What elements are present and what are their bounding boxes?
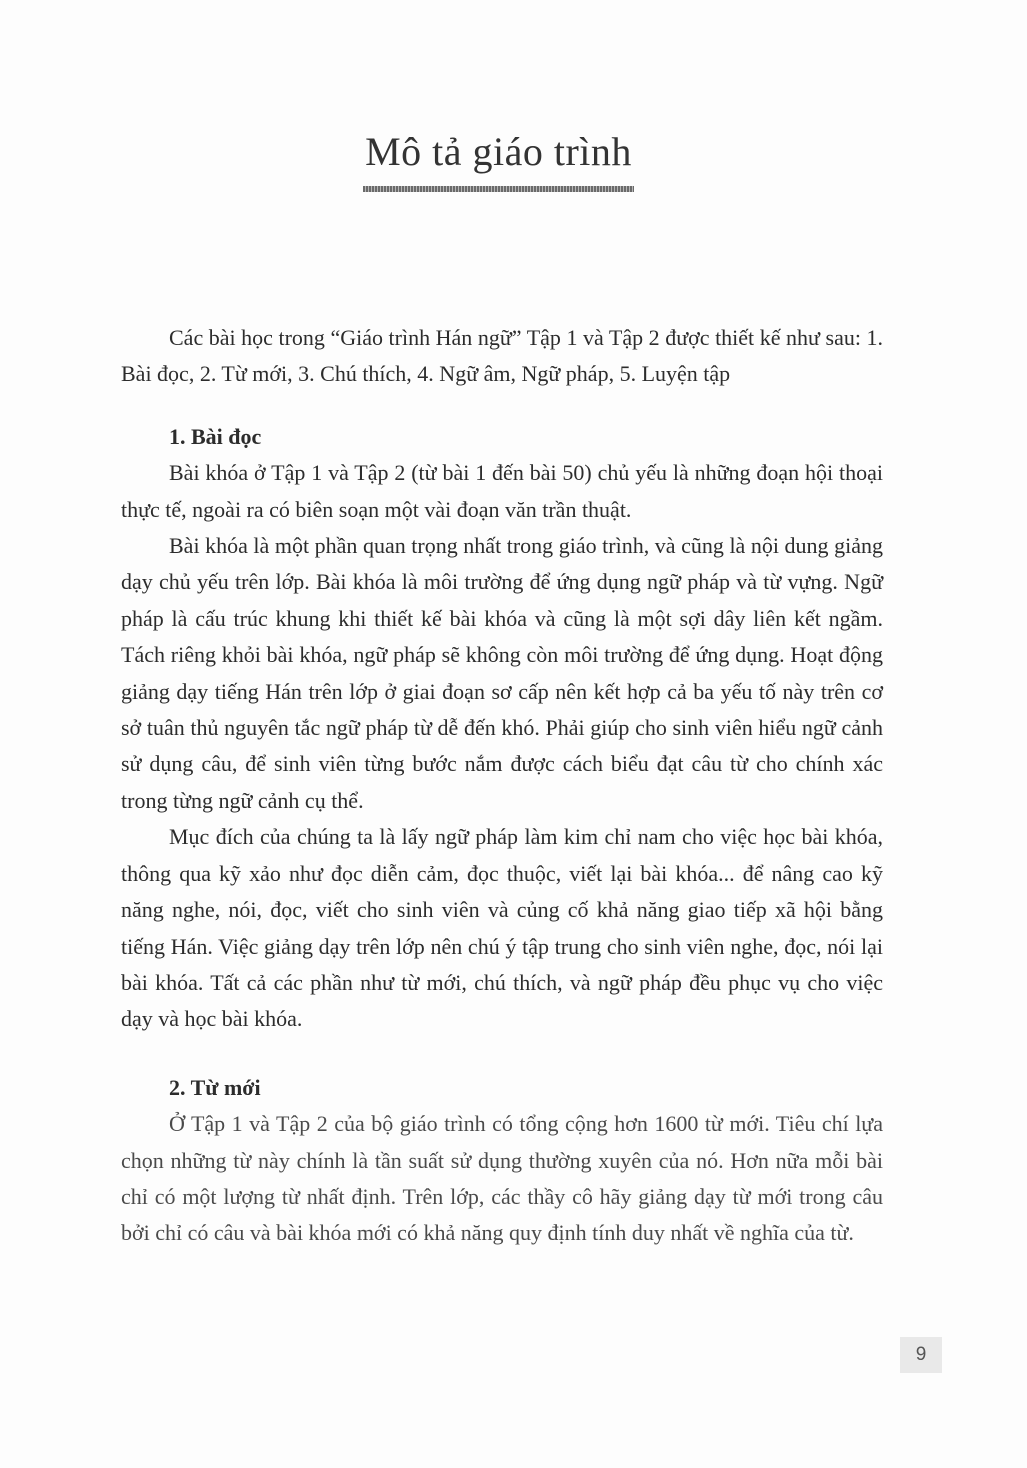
body-text [121, 320, 883, 1252]
page-title: Mô tả giáo trình [365, 129, 632, 174]
spacer [121, 393, 883, 419]
paragraph: Bài khóa ở Tập 1 và Tập 2 (từ bài 1 đến bài 50) chủ yếu là những đoạn hội thoại thực tế, ngoài ra có biên soạn một vài đoạn văn trần thuật. [121, 460, 883, 522]
paragraph: Ở Tập 1 và Tập 2 của bộ giáo trình có tổng cộng hơn 1600 từ mới. Tiêu chí lựa chọn những từ này chính là tần suất sử dụng thường xuyên của nó. Hơn nữa mỗi bài chỉ có một lượng từ nhất định. Trên lớp, các thầy cô hãy giảng dạy từ mới trong câu bởi chỉ có câu và bài khóa mới có khả năng quy định tính duy nhất về nghĩa của từ. [121, 1111, 883, 1246]
spacer [121, 1038, 883, 1070]
section-heading-tu-moi: 2. Từ mới [169, 1074, 261, 1100]
paragraph: Bài khóa là một phần quan trọng nhất trong giáo trình, và cũng là nội dung giảng dạy chủ yếu trên lớp. Bài khóa là môi trường để ứng dụng ngữ pháp và từ vựng. Ngữ pháp là cấu trúc khung khi thiết kế bài khóa và cũng là một sợi dây liên kết ngầm. Tách riêng khỏi bài khóa, ngữ pháp sẽ không còn môi trường để ứng dụng. Hoạt động giảng dạy tiếng Hán trên lớp ở giai đoạn sơ cấp nên kết hợp cả ba yếu tố này trên cơ sở tuân thủ nguyên tắc ngữ pháp từ dễ đến khó. Phải giúp cho sinh viên hiểu ngữ cảnh sử dụng câu, để sinh viên từng bước nắm được cách biểu đạt câu từ cho chính xác trong từng ngữ cảnh cụ thể. [121, 533, 883, 813]
page-number: 9 [900, 1337, 942, 1373]
paragraph: Mục đích của chúng ta là lấy ngữ pháp làm kim chỉ nam cho việc học bài khóa, thông qua kỹ xảo như đọc diễn cảm, đọc thuộc, viết lại bài khóa... để nâng cao kỹ năng nghe, nói, đọc, viết cho sinh viên và củng cố khả năng giao tiếp xã hội bằng tiếng Hán. Việc giảng dạy trên lớp nên chú ý tập trung cho sinh viên nghe, đọc, nói lại bài khóa. Tất cả các phần như từ mới, chú thích, và ngữ pháp đều phục vụ cho việc dạy và học bài khóa. [121, 824, 883, 1032]
section-heading-bai-doc: 1. Bài đọc [169, 423, 262, 449]
title-underline-rule [363, 186, 634, 192]
intro-paragraph: Các bài học trong “Giáo trình Hán ngữ” Tập 1 và Tập 2 được thiết kế như sau: 1. Bài đọc, 2. Từ mới, 3. Chú thích, 4. Ngữ âm, Ngữ pháp, 5. Luyện tập [121, 325, 883, 387]
